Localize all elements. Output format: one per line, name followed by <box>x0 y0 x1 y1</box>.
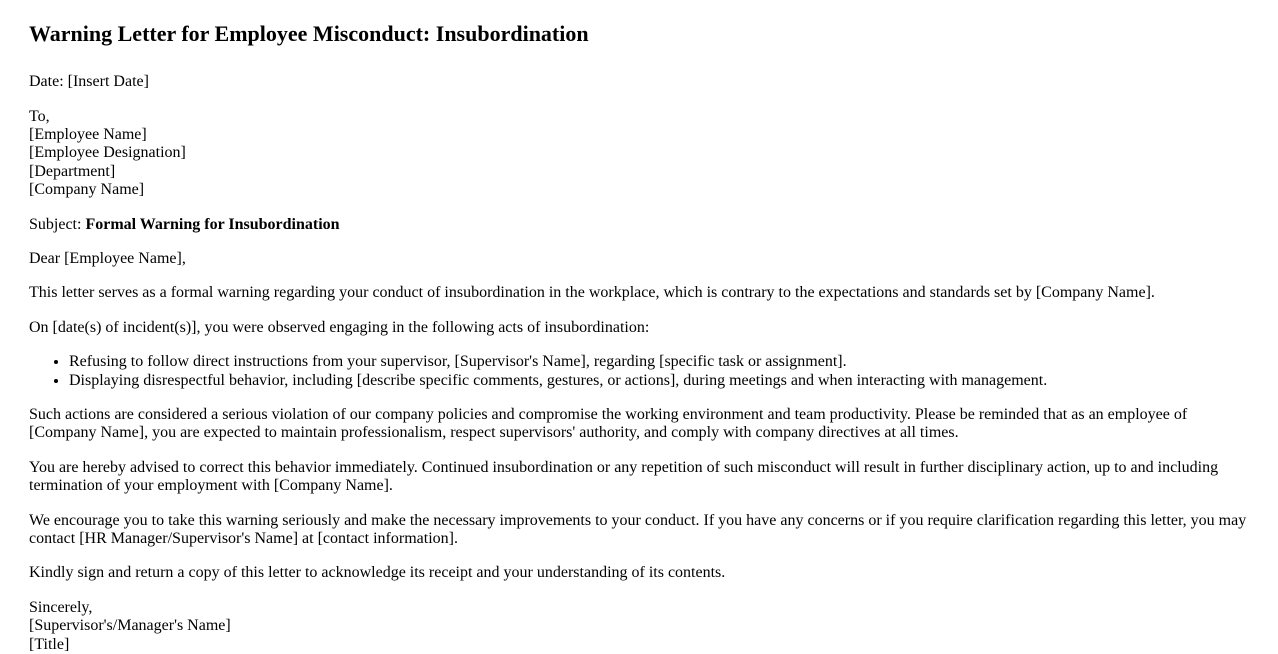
closing-signer-name: [Supervisor's/Manager's Name] <box>29 617 231 635</box>
subject-text: Formal Warning for Insubordination <box>85 215 340 233</box>
subject-prefix: Subject: <box>29 215 86 233</box>
document-title: Warning Letter for Employee Misconduct: Insubordination <box>29 21 589 46</box>
closing-signer-title: [Title] <box>29 635 70 653</box>
salutation: Dear [Employee Name], <box>29 250 186 268</box>
paragraph-violation: Such actions are considered a serious violation of our company policies and compromise the working environment and team productivity. Please be reminded that as an employee of [Company Name], you are expected to maintain professionalism, respect supervisors' authority, and comply with company directives at all times. <box>29 405 1188 442</box>
subject-line <box>29 216 1248 234</box>
paragraph-intro: This letter serves as a formal warning regarding your conduct of insubordination in the workplace, which is contrary to the expectations and standards set by [Company Name]. <box>29 284 1155 302</box>
paragraph-encouragement: We encourage you to take this warning seriously and make the necessary improvements to your conduct. If you have any concerns or if you require clarification regarding this letter, you may contact [HR Manager/Supervisor's Name] at [contact information]. <box>29 511 1247 547</box>
incident-list <box>29 353 1248 390</box>
recipient-line-department: [Department] <box>29 162 116 180</box>
recipient-line-company: [Company Name] <box>29 181 145 199</box>
incident-list-item: • Refusing to follow direct instructions from your supervisor, [Supervisor's Name], regarding [specific task or assignment]. <box>69 353 1248 371</box>
paragraph-corrective: You are hereby advised to correct this behavior immediately. Continued insubordination or any repetition of such misconduct will result in further disciplinary action, up to and including termination of your employment with [Company Name]. <box>29 458 1219 495</box>
closing-sincerely: Sincerely, <box>29 598 93 616</box>
recipient-line-designation: [Employee Designation] <box>29 144 186 162</box>
recipient-block <box>29 108 1248 200</box>
paragraph-incident-intro: On [date(s) of incident(s)], you were observed engaging in the following acts of insubordination: <box>29 318 650 336</box>
paragraph-acknowledgement: Kindly sign and return a copy of this letter to acknowledge its receipt and your understanding of its contents. <box>29 564 726 582</box>
recipient-line-to: To, <box>29 107 50 125</box>
recipient-line-employee-name: [Employee Name] <box>29 126 147 144</box>
date-line: Date: [Insert Date] <box>29 73 149 91</box>
closing-block <box>29 599 1248 654</box>
incident-list-item: • Displaying disrespectful behavior, including [describe specific comments, gestures, or actions], during meetings and when interacting with management. <box>69 372 1248 390</box>
